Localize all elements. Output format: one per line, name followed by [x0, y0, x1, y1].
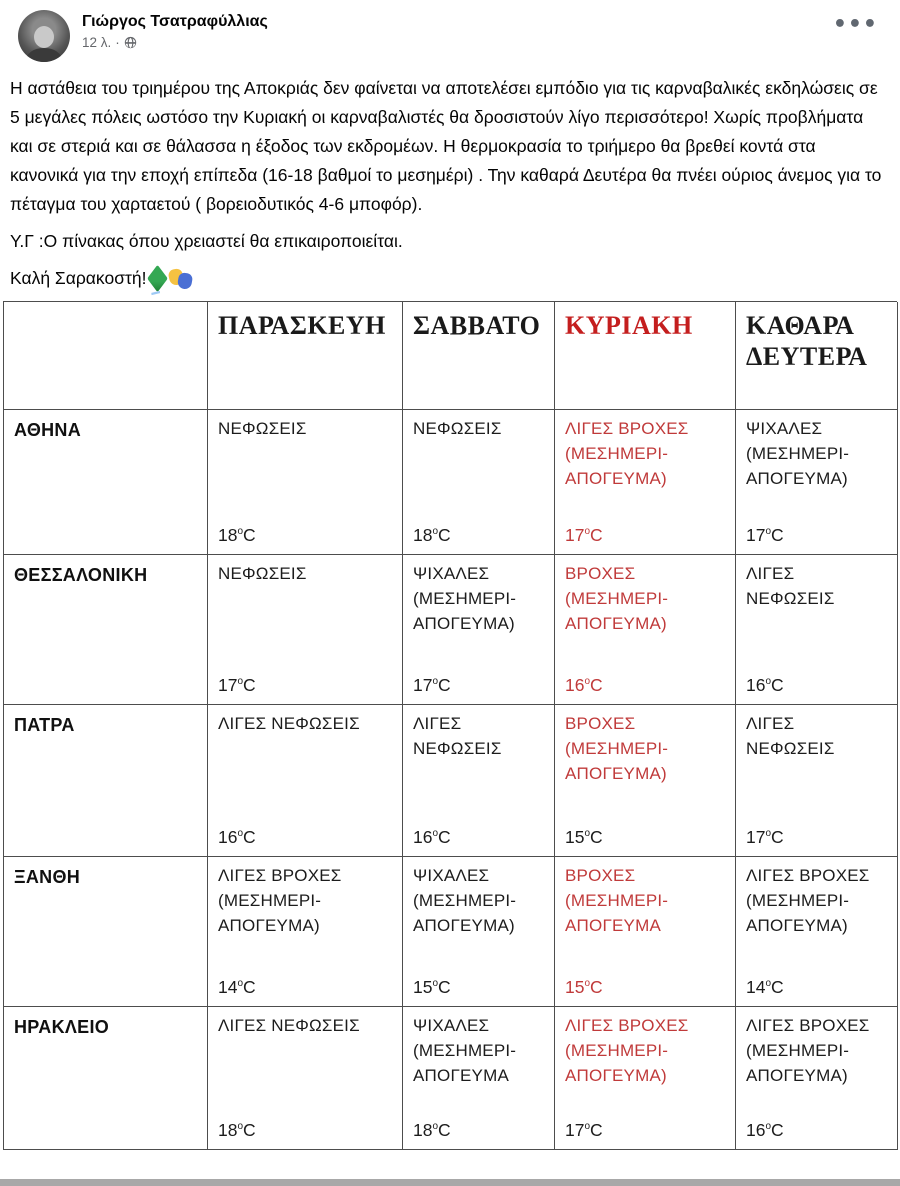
temperature-text: 16$^o$C [746, 1120, 784, 1140]
temperature-text: 15$^o$C [565, 827, 603, 847]
forecast-cell [403, 705, 555, 857]
temperature-text: 15$^o$C [413, 977, 451, 997]
post-text [0, 66, 900, 293]
performing-arts-masks-emoji [169, 269, 193, 289]
condition-text: ΛΙΓΕΣ ΝΕΦΩΣΕΙΣ [746, 564, 835, 608]
forecast-cell [208, 555, 403, 705]
weather-table [3, 301, 897, 1150]
kite-emoji [147, 265, 168, 292]
temperature-text: 17$^o$C [746, 525, 784, 545]
temperature-text: 17$^o$C [218, 675, 256, 695]
condition-text: ΛΙΓΕΣ ΝΕΦΩΣΕΙΣ [218, 1016, 360, 1035]
condition-text: ΝΕΦΩΣΕΙΣ [218, 564, 307, 583]
condition-text: ΨΙΧΑΛΕΣ (ΜΕΣΗΜΕΡΙ-ΑΠΟΓΕΥΜΑ) [746, 419, 850, 488]
condition-text: ΒΡΟΧΕΣ (ΜΕΣΗΜΕΡΙ-ΑΠΟΓΕΥΜΑ) [565, 714, 669, 783]
temperature-text: 16$^o$C [413, 827, 451, 847]
forecast-cell [736, 857, 898, 1007]
forecast-cell [403, 857, 555, 1007]
post-paragraph: Υ.Γ :Ο πίνακας όπου χρειαστεί θα επικαιροποιείται. [10, 231, 403, 251]
separator-dot: · [115, 35, 120, 50]
forecast-cell [736, 705, 898, 857]
condition-text: ΛΙΓΕΣ ΝΕΦΩΣΕΙΣ [218, 714, 360, 733]
forecast-cell [555, 555, 736, 705]
author-name[interactable]: Γιώργος Τσατραφύλλιας [82, 13, 268, 30]
temperature-text: 17$^o$C [565, 1120, 603, 1140]
condition-text: ΝΕΦΩΣΕΙΣ [413, 419, 502, 438]
post-header [0, 0, 900, 66]
temperature-text: 16$^o$C [746, 675, 784, 695]
post-paragraph: Η αστάθεια του τριημέρου της Αποκριάς δεν φαίνεται να αποτελέσει εμπόδιο για τις καρναβαλικές εκδηλώσεις σε 5 μεγάλες πόλεις ωστόσο την Κυριακή οι καρναβαλιστές θα δροσιστούν λίγο περισσότερο! Χωρίς προβλήματα και σε στεριά και σε θάλασσα η έξοδος των εκδρομέων. Η θερμοκρασία το τριήμερο θα βρεθεί κοντά στα κανονικά για την εποχή επίπεδα (16-18 βαθμοί το μεσημέρι) . Την καθαρά Δευτέρα θα πνέει ούριος άνεμος για το πέταγμα του χαρταετού ( βορειοδυτικός 4-6 μποφόρ). [10, 78, 882, 214]
table-corner-cell [4, 302, 208, 410]
temperature-text: 18$^o$C [218, 1120, 256, 1140]
day-header: ΣΑΒΒΑΤΟ [403, 302, 555, 410]
post-paragraph: Καλή Σαρακοστή! [10, 264, 888, 293]
condition-text: ΨΙΧΑΛΕΣ (ΜΕΣΗΜΕΡΙ-ΑΠΟΓΕΥΜΑ [413, 1016, 517, 1085]
city-label: ΞΑΝΘΗ [4, 857, 208, 1007]
avatar[interactable] [18, 10, 70, 62]
temperature-text: 18$^o$C [413, 1120, 451, 1140]
condition-text: ΛΙΓΕΣ ΝΕΦΩΣΕΙΣ [413, 714, 502, 758]
forecast-cell [208, 410, 403, 555]
city-label: ΗΡΑΚΛΕΙΟ [4, 1007, 208, 1150]
condition-text: ΛΙΓΕΣ ΒΡΟΧΕΣ (ΜΕΣΗΜΕΡΙ-ΑΠΟΓΕΥΜΑ) [746, 1016, 870, 1085]
temperature-text: 17$^o$C [413, 675, 451, 695]
forecast-cell [736, 555, 898, 705]
temperature-text: 14$^o$C [218, 977, 256, 997]
forecast-cell [555, 705, 736, 857]
condition-text: ΨΙΧΑΛΕΣ (ΜΕΣΗΜΕΡΙ-ΑΠΟΓΕΥΜΑ) [413, 866, 517, 935]
bottom-divider [0, 1179, 900, 1186]
forecast-cell [403, 555, 555, 705]
day-header: ΚΑΘΑΡΑ ΔΕΥΤΕΡΑ [736, 302, 898, 410]
forecast-cell [736, 1007, 898, 1150]
temperature-text: 16$^o$C [218, 827, 256, 847]
temperature-text: 14$^o$C [746, 977, 784, 997]
forecast-cell [736, 410, 898, 555]
forecast-cell [208, 1007, 403, 1150]
condition-text: ΛΙΓΕΣ ΒΡΟΧΕΣ (ΜΕΣΗΜΕΡΙ-ΑΠΟΓΕΥΜΑ) [218, 866, 342, 935]
temperature-text: 18$^o$C [413, 525, 451, 545]
condition-text: ΛΙΓΕΣ ΒΡΟΧΕΣ (ΜΕΣΗΜΕΡΙ-ΑΠΟΓΕΥΜΑ) [565, 419, 689, 488]
temperature-text: 15$^o$C [565, 977, 603, 997]
forecast-cell [555, 857, 736, 1007]
temperature-text: 16$^o$C [565, 675, 603, 695]
condition-text: ΨΙΧΑΛΕΣ (ΜΕΣΗΜΕΡΙ-ΑΠΟΓΕΥΜΑ) [413, 564, 517, 633]
more-options-icon[interactable]: ••• [832, 12, 878, 37]
person-photo-icon [22, 24, 66, 62]
condition-text: ΒΡΟΧΕΣ (ΜΕΣΗΜΕΡΙ-ΑΠΟΓΕΥΜΑ [565, 866, 669, 935]
forecast-cell [403, 410, 555, 555]
forecast-cell [208, 857, 403, 1007]
temperature-text: 18$^o$C [218, 525, 256, 545]
city-label: ΠΑΤΡΑ [4, 705, 208, 857]
globe-icon [124, 36, 137, 49]
condition-text: ΒΡΟΧΕΣ (ΜΕΣΗΜΕΡΙ-ΑΠΟΓΕΥΜΑ) [565, 564, 669, 633]
forecast-cell [555, 1007, 736, 1150]
condition-text: ΝΕΦΩΣΕΙΣ [218, 419, 307, 438]
condition-text: ΛΙΓΕΣ ΝΕΦΩΣΕΙΣ [746, 714, 835, 758]
day-header: ΚΥΡΙΑΚΗ [555, 302, 736, 410]
forecast-cell [555, 410, 736, 555]
condition-text: ΛΙΓΕΣ ΒΡΟΧΕΣ (ΜΕΣΗΜΕΡΙ-ΑΠΟΓΕΥΜΑ) [565, 1016, 689, 1085]
forecast-cell [403, 1007, 555, 1150]
city-label: ΑΘΗΝΑ [4, 410, 208, 555]
post-image-attachment[interactable] [3, 301, 897, 1150]
timestamp[interactable]: 12 λ. [82, 35, 112, 50]
temperature-text: 17$^o$C [746, 827, 784, 847]
condition-text: ΛΙΓΕΣ ΒΡΟΧΕΣ (ΜΕΣΗΜΕΡΙ-ΑΠΟΓΕΥΜΑ) [746, 866, 870, 935]
city-label: ΘΕΣΣΑΛΟΝΙΚΗ [4, 555, 208, 705]
day-header: ΠΑΡΑΣΚΕΥΗ [208, 302, 403, 410]
forecast-cell [208, 705, 403, 857]
temperature-text: 17$^o$C [565, 525, 603, 545]
